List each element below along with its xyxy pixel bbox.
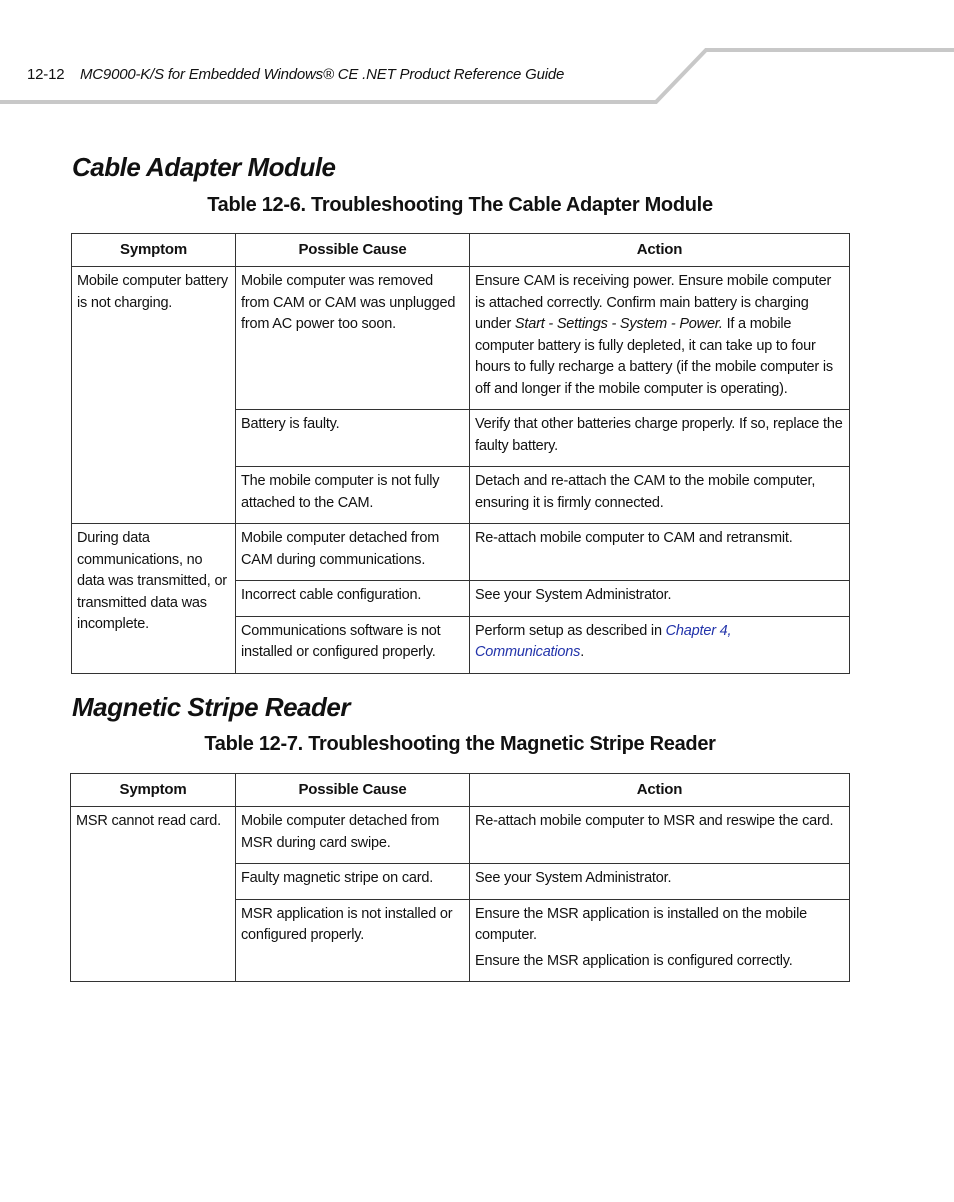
action-cell: Re-attach mobile computer to MSR and reswipe the card.	[470, 807, 850, 864]
cause-cell: MSR application is not installed or configured properly.	[236, 899, 470, 982]
table-row	[72, 524, 850, 581]
chapter-4-communications-link[interactable]: Chapter 4, Communications	[475, 622, 732, 660]
section-title-magnetic-stripe-reader: Magnetic Stripe Reader	[72, 692, 350, 722]
column-header-action: Action	[470, 774, 850, 807]
action-cell	[470, 899, 850, 982]
msr-troubleshooting-table	[70, 773, 850, 982]
action-text: .	[580, 644, 585, 660]
menu-path: Start - Settings - System - Power.	[514, 316, 723, 332]
cause-cell: Mobile computer detached from CAM during communications.	[236, 524, 470, 581]
cause-cell: Battery is faulty.	[236, 410, 470, 467]
table-caption-12-7: Table 12-7. Troubleshooting the Magnetic Stripe Reader	[204, 733, 716, 755]
cause-cell: Mobile computer was removed from CAM or CAM was unplugged from AC power too soon.	[236, 267, 470, 410]
action-text: Ensure CAM is receiving power. Ensure mobile computer is attached correctly. Confirm main battery is charging under	[475, 273, 832, 332]
action-cell	[470, 616, 850, 673]
action-cell: Verify that other batteries charge properly. If so, replace the faulty battery.	[470, 410, 850, 467]
guide-title: MC9000-K/S for Embedded Windows® CE .NET Product Reference Guide	[80, 66, 565, 83]
action-cell: See your System Administrator.	[470, 864, 850, 900]
column-header-action: Action	[470, 234, 850, 267]
column-header-symptom: Symptom	[71, 774, 236, 807]
action-text: Ensure the MSR application is configured correctly.	[475, 952, 793, 969]
cause-cell: The mobile computer is not fully attached to the CAM.	[236, 467, 470, 524]
table-caption-12-6: Table 12-6. Troubleshooting The Cable Adapter Module	[207, 194, 713, 216]
action-text: Ensure the MSR application is installed on the mobile computer.	[475, 905, 807, 943]
cause-cell: Faulty magnetic stripe on card.	[236, 864, 470, 900]
table-header-row	[71, 774, 850, 807]
section-title-cable-adapter: Cable Adapter Module	[72, 152, 336, 182]
table-row	[72, 267, 850, 410]
page-number: 12-12	[27, 66, 65, 83]
action-text: Perform setup as described in	[475, 622, 666, 639]
cause-cell: Incorrect cable configuration.	[236, 581, 470, 617]
column-header-possible-cause: Possible Cause	[236, 234, 470, 267]
action-cell	[470, 267, 850, 410]
symptom-cell: During data communications, no data was transmitted, or transmitted data was incomplete.	[72, 524, 236, 674]
cause-cell: Communications software is not installed or configured properly.	[236, 616, 470, 673]
column-header-symptom: Symptom	[72, 234, 236, 267]
header-rule	[0, 0, 954, 110]
action-cell: Detach and re-attach the CAM to the mobile computer, ensuring it is firmly connected.	[470, 467, 850, 524]
cam-troubleshooting-table	[71, 233, 850, 674]
table-header-row	[72, 234, 850, 267]
cause-cell: Mobile computer detached from MSR during card swipe.	[236, 807, 470, 864]
action-cell: Re-attach mobile computer to CAM and retransmit.	[470, 524, 850, 581]
table-row	[71, 807, 850, 864]
action-text: If a mobile computer battery is fully depleted, it can take up to four hours to fully recharge a battery (if the mobile computer is off and longer if the mobile computer is operating).	[475, 316, 833, 397]
symptom-cell: MSR cannot read card.	[71, 807, 236, 982]
column-header-possible-cause: Possible Cause	[236, 774, 470, 807]
symptom-cell: Mobile computer battery is not charging.	[72, 267, 236, 524]
action-cell: See your System Administrator.	[470, 581, 850, 617]
